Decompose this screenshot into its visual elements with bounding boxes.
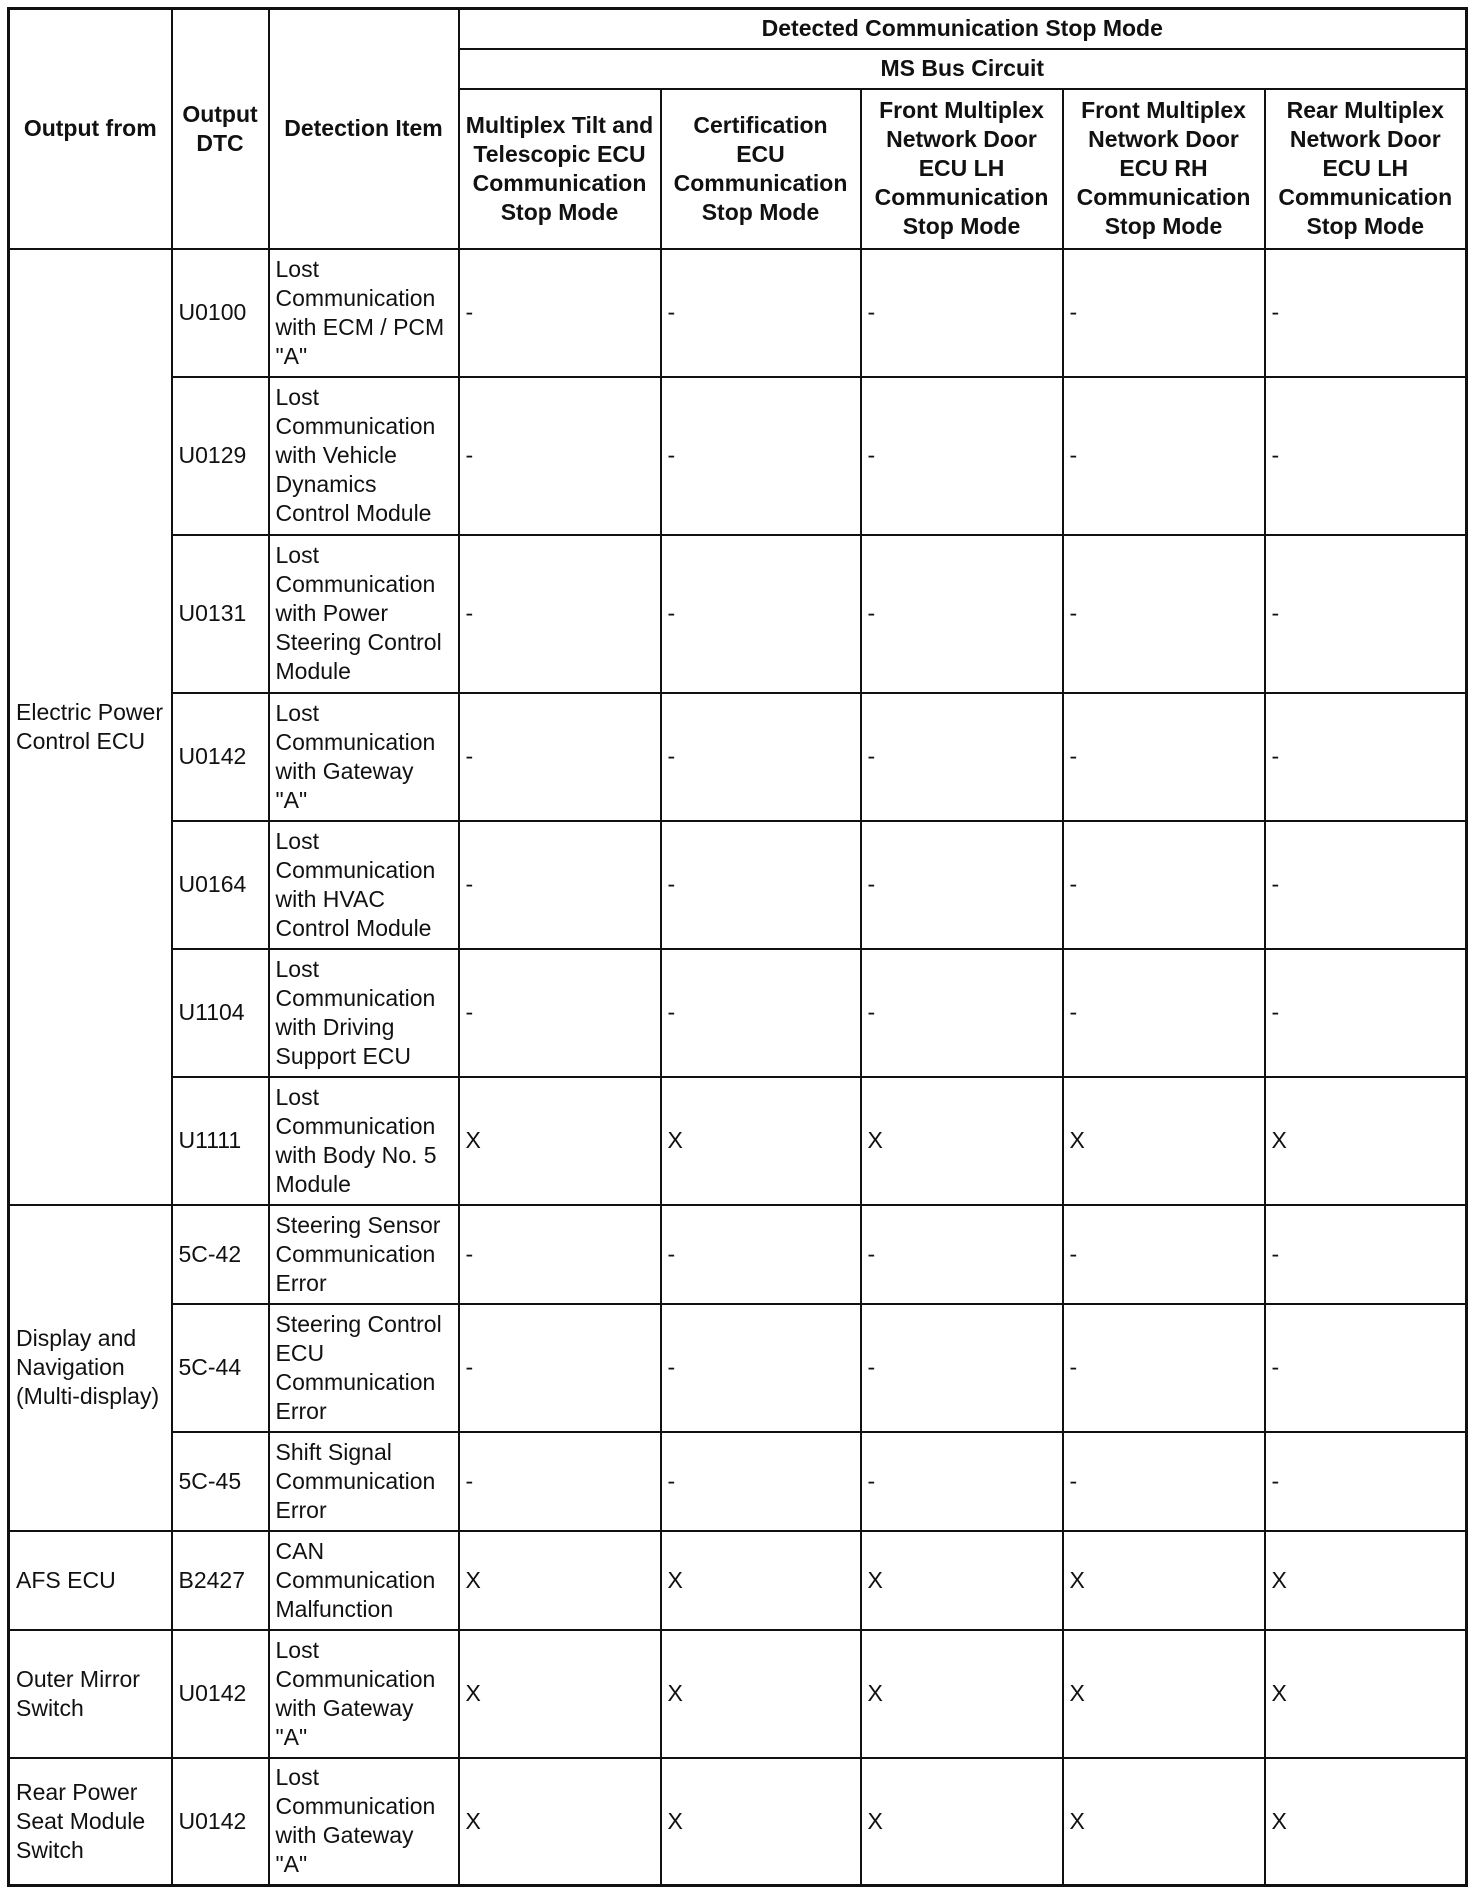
table-row xyxy=(9,693,1467,821)
stop-mode-value-cell: - xyxy=(861,821,1063,949)
stop-mode-value-cell: - xyxy=(1063,1304,1265,1432)
stop-mode-value-cell: - xyxy=(1265,1304,1467,1432)
stop-mode-value-cell: X xyxy=(459,1630,661,1758)
stop-mode-value-cell: - xyxy=(459,1205,661,1304)
stop-mode-value-cell: - xyxy=(1063,1205,1265,1304)
stop-mode-value-cell: - xyxy=(1063,693,1265,821)
stop-mode-value-cell: - xyxy=(861,1432,1063,1531)
stop-mode-value-cell: - xyxy=(1265,821,1467,949)
stop-mode-value-cell: - xyxy=(1063,249,1265,377)
table-row xyxy=(9,535,1467,693)
detection-item-cell: Lost Communication with Gateway "A" xyxy=(269,1758,459,1886)
table-row xyxy=(9,1304,1467,1432)
table-row xyxy=(9,1432,1467,1531)
stop-mode-value-cell: - xyxy=(1063,377,1265,535)
detection-item-cell: Steering Sensor Communication Error xyxy=(269,1205,459,1304)
stop-mode-value-cell: X xyxy=(861,1758,1063,1886)
stop-mode-value-cell: X xyxy=(459,1531,661,1630)
output-dtc-cell: U0100 xyxy=(172,249,269,377)
table-row xyxy=(9,377,1467,535)
stop-mode-value-cell: - xyxy=(459,535,661,693)
detection-item-cell: Lost Communication with Gateway "A" xyxy=(269,1630,459,1758)
detection-item-cell: Steering Control ECU Communication Error xyxy=(269,1304,459,1432)
detection-item-cell: Lost Communication with Power Steering Control Module xyxy=(269,535,459,693)
output-from-cell: Rear Power Seat Module Switch xyxy=(9,1758,172,1886)
table-row xyxy=(9,249,1467,377)
stop-mode-value-cell: X xyxy=(661,1531,861,1630)
output-dtc-cell: U0164 xyxy=(172,821,269,949)
detection-item-cell: Lost Communication with ECM / PCM "A" xyxy=(269,249,459,377)
dtc-communication-stop-table xyxy=(7,7,1468,1887)
stop-mode-value-cell: - xyxy=(459,1432,661,1531)
stop-mode-value-cell: - xyxy=(1265,949,1467,1077)
stop-mode-value-cell: - xyxy=(861,249,1063,377)
stop-mode-value-cell: X xyxy=(1265,1531,1467,1630)
table-row xyxy=(9,1758,1467,1886)
header-detection-item: Detection Item xyxy=(269,9,459,249)
output-dtc-cell: B2427 xyxy=(172,1531,269,1630)
stop-mode-value-cell: - xyxy=(661,1304,861,1432)
stop-mode-value-cell: X xyxy=(1063,1077,1265,1205)
stop-mode-value-cell: - xyxy=(661,1205,861,1304)
table-header xyxy=(9,9,1467,249)
stop-mode-value-cell: X xyxy=(1063,1758,1265,1886)
header-col-front-door-ecu-rh: Front Multiplex Network Door ECU RH Communication Stop Mode xyxy=(1063,89,1265,249)
output-dtc-cell: U0131 xyxy=(172,535,269,693)
stop-mode-value-cell: - xyxy=(1265,249,1467,377)
table-body xyxy=(9,249,1467,1886)
stop-mode-value-cell: - xyxy=(1265,1432,1467,1531)
stop-mode-value-cell: X xyxy=(661,1630,861,1758)
header-output-dtc: Output DTC xyxy=(172,9,269,249)
header-col-rear-door-ecu-lh: Rear Multiplex Network Door ECU LH Communication Stop Mode xyxy=(1265,89,1467,249)
output-dtc-cell: U0142 xyxy=(172,693,269,821)
header-col-multiplex-tilt-telescopic-ecu: Multiplex Tilt and Telescopic ECU Communication Stop Mode xyxy=(459,89,661,249)
output-from-cell: Display and Navigation (Multi-display) xyxy=(9,1205,172,1531)
stop-mode-value-cell: X xyxy=(1265,1758,1467,1886)
output-dtc-cell: 5C-45 xyxy=(172,1432,269,1531)
detection-item-cell: Shift Signal Communication Error xyxy=(269,1432,459,1531)
table-row xyxy=(9,821,1467,949)
stop-mode-value-cell: - xyxy=(1265,1205,1467,1304)
header-row-group xyxy=(9,9,1467,49)
table-row xyxy=(9,1077,1467,1205)
detection-item-cell: Lost Communication with HVAC Control Module xyxy=(269,821,459,949)
stop-mode-value-cell: X xyxy=(861,1531,1063,1630)
stop-mode-value-cell: X xyxy=(1265,1630,1467,1758)
stop-mode-value-cell: - xyxy=(861,693,1063,821)
output-dtc-cell: U0129 xyxy=(172,377,269,535)
output-dtc-cell: U1111 xyxy=(172,1077,269,1205)
stop-mode-value-cell: - xyxy=(861,949,1063,1077)
output-dtc-cell: U1104 xyxy=(172,949,269,1077)
header-col-front-door-ecu-lh: Front Multiplex Network Door ECU LH Communication Stop Mode xyxy=(861,89,1063,249)
stop-mode-value-cell: X xyxy=(1265,1077,1467,1205)
stop-mode-value-cell: - xyxy=(661,249,861,377)
stop-mode-value-cell: - xyxy=(661,377,861,535)
stop-mode-value-cell: X xyxy=(459,1077,661,1205)
stop-mode-value-cell: - xyxy=(459,1304,661,1432)
output-dtc-cell: U0142 xyxy=(172,1758,269,1886)
stop-mode-value-cell: - xyxy=(1063,1432,1265,1531)
output-dtc-cell: 5C-44 xyxy=(172,1304,269,1432)
stop-mode-value-cell: X xyxy=(459,1758,661,1886)
stop-mode-value-cell: - xyxy=(661,949,861,1077)
detection-item-cell: Lost Communication with Gateway "A" xyxy=(269,693,459,821)
stop-mode-value-cell: - xyxy=(661,693,861,821)
detection-item-cell: Lost Communication with Driving Support ECU xyxy=(269,949,459,1077)
detection-item-cell: Lost Communication with Body No. 5 Module xyxy=(269,1077,459,1205)
stop-mode-value-cell: - xyxy=(661,1432,861,1531)
output-dtc-cell: U0142 xyxy=(172,1630,269,1758)
stop-mode-value-cell: - xyxy=(661,535,861,693)
stop-mode-value-cell: - xyxy=(459,949,661,1077)
table-row xyxy=(9,949,1467,1077)
stop-mode-value-cell: - xyxy=(1265,377,1467,535)
stop-mode-value-cell: X xyxy=(861,1077,1063,1205)
output-from-cell: Outer Mirror Switch xyxy=(9,1630,172,1758)
table-row xyxy=(9,1531,1467,1630)
header-detected-communication-stop-mode: Detected Communication Stop Mode xyxy=(459,9,1467,49)
stop-mode-value-cell: - xyxy=(459,377,661,535)
table-row xyxy=(9,1205,1467,1304)
header-col-certification-ecu: Certification ECU Communication Stop Mode xyxy=(661,89,861,249)
output-dtc-cell: 5C-42 xyxy=(172,1205,269,1304)
header-output-from: Output from xyxy=(9,9,172,249)
stop-mode-value-cell: - xyxy=(459,693,661,821)
output-from-cell: Electric Power Control ECU xyxy=(9,249,172,1205)
stop-mode-value-cell: X xyxy=(861,1630,1063,1758)
stop-mode-value-cell: - xyxy=(1265,535,1467,693)
stop-mode-value-cell: - xyxy=(1063,535,1265,693)
stop-mode-value-cell: - xyxy=(861,1304,1063,1432)
stop-mode-value-cell: X xyxy=(661,1077,861,1205)
table-row xyxy=(9,1630,1467,1758)
output-from-cell: AFS ECU xyxy=(9,1531,172,1630)
stop-mode-value-cell: - xyxy=(661,821,861,949)
stop-mode-value-cell: - xyxy=(861,1205,1063,1304)
stop-mode-value-cell: - xyxy=(459,821,661,949)
stop-mode-value-cell: - xyxy=(861,535,1063,693)
stop-mode-value-cell: - xyxy=(1063,949,1265,1077)
stop-mode-value-cell: - xyxy=(1265,693,1467,821)
stop-mode-value-cell: - xyxy=(459,249,661,377)
stop-mode-value-cell: - xyxy=(861,377,1063,535)
stop-mode-value-cell: X xyxy=(1063,1630,1265,1758)
stop-mode-value-cell: X xyxy=(661,1758,861,1886)
stop-mode-value-cell: X xyxy=(1063,1531,1265,1630)
stop-mode-value-cell: - xyxy=(1063,821,1265,949)
header-ms-bus-circuit: MS Bus Circuit xyxy=(459,49,1467,89)
detection-item-cell: CAN Communication Malfunction xyxy=(269,1531,459,1630)
detection-item-cell: Lost Communication with Vehicle Dynamics Control Module xyxy=(269,377,459,535)
